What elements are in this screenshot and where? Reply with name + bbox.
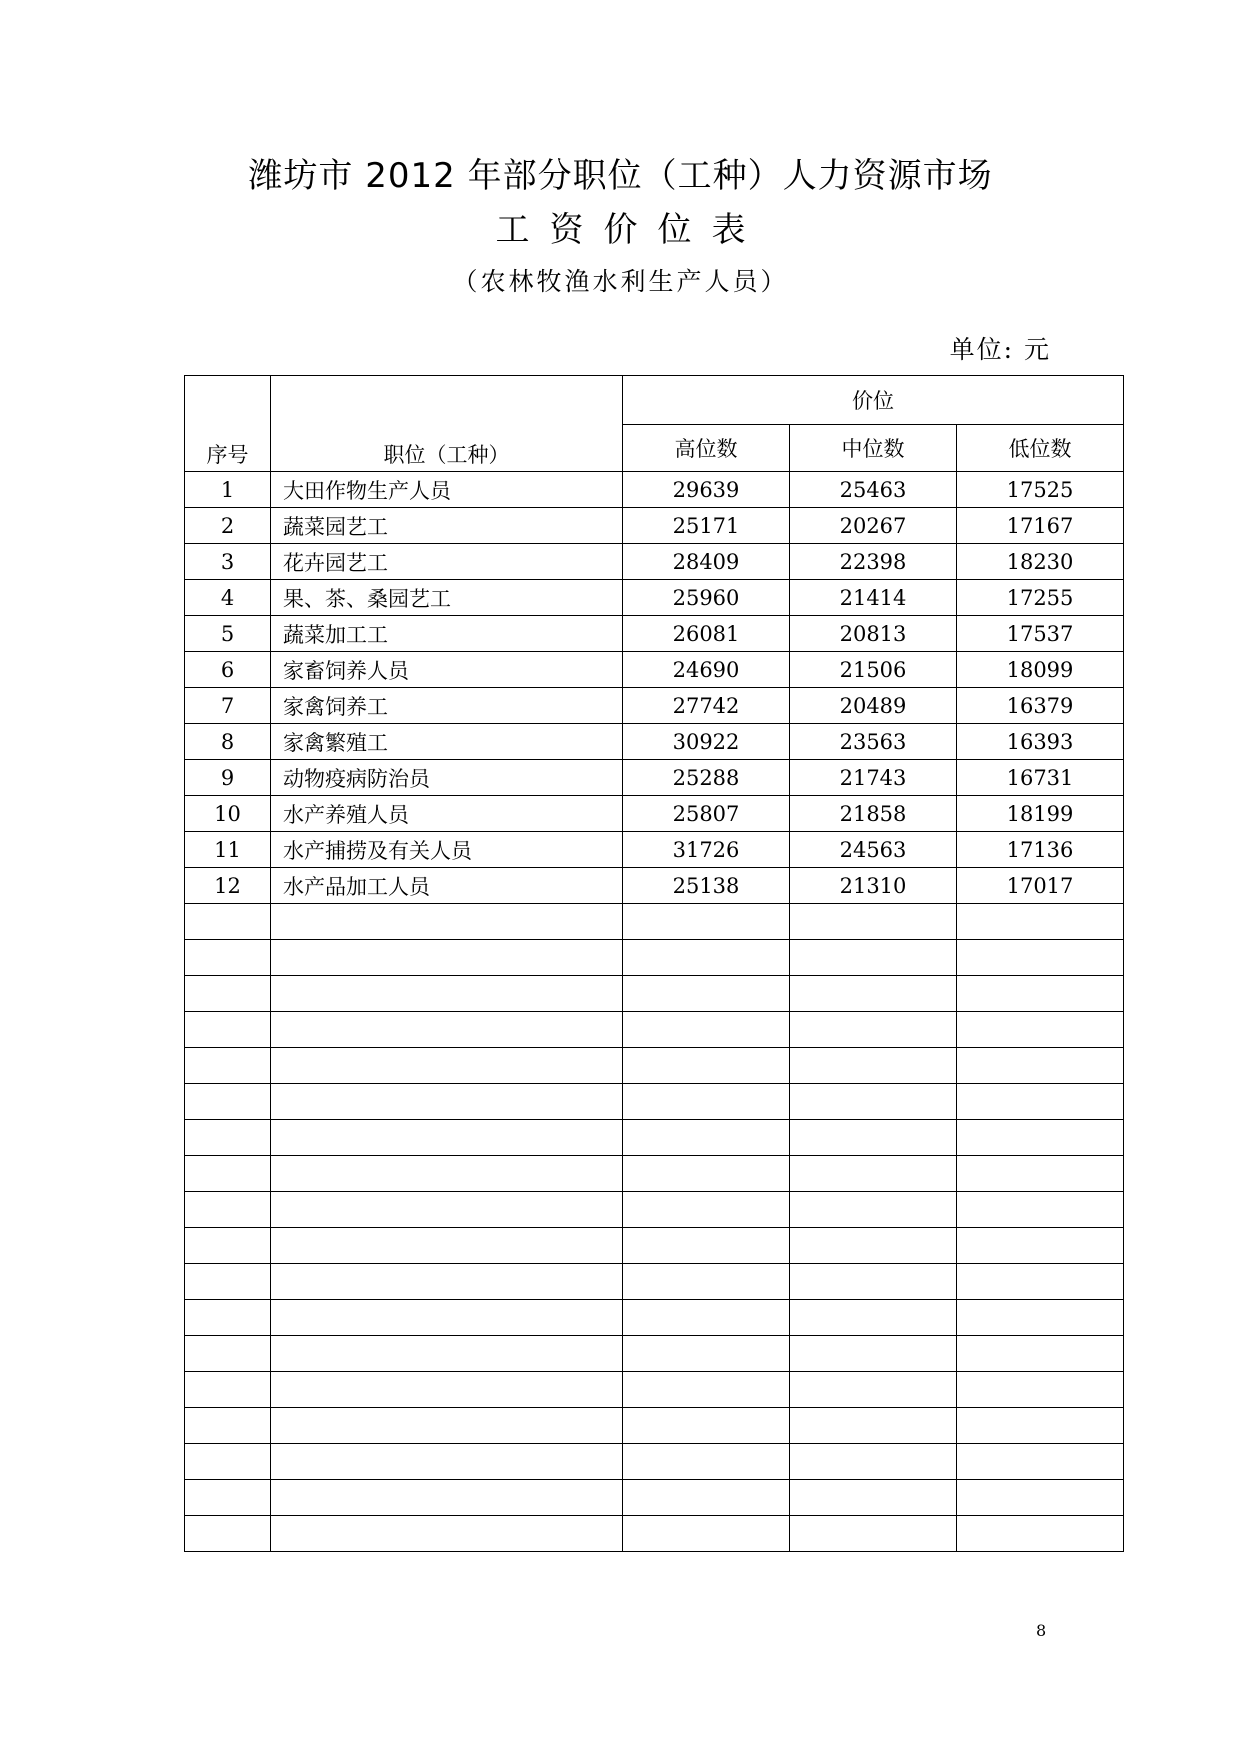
empty-cell (623, 1228, 790, 1264)
cell-high: 25807 (623, 796, 790, 832)
cell-median: 22398 (790, 544, 957, 580)
empty-cell (271, 1300, 623, 1336)
empty-cell (623, 1372, 790, 1408)
table-row-empty (185, 1516, 1124, 1552)
empty-cell (957, 1480, 1124, 1516)
cell-position: 家禽繁殖工 (271, 724, 623, 760)
table-row-empty (185, 1120, 1124, 1156)
table-row (185, 472, 1124, 508)
empty-cell (957, 1264, 1124, 1300)
table-row-empty (185, 1156, 1124, 1192)
table-row (185, 652, 1124, 688)
cell-median: 20267 (790, 508, 957, 544)
cell-median: 21310 (790, 868, 957, 904)
empty-cell (271, 1012, 623, 1048)
cell-position: 家畜饲养人员 (271, 652, 623, 688)
empty-cell (790, 940, 957, 976)
empty-cell (790, 976, 957, 1012)
header-median: 中位数 (790, 425, 957, 472)
document-title-line1: 潍坊市 2012 年部分职位（工种）人力资源市场 (248, 156, 993, 196)
empty-cell (623, 1264, 790, 1300)
table-row-empty (185, 1228, 1124, 1264)
cell-high: 29639 (623, 472, 790, 508)
empty-cell (271, 1192, 623, 1228)
table-row-empty (185, 1444, 1124, 1480)
empty-cell (185, 1228, 271, 1264)
empty-cell (957, 976, 1124, 1012)
empty-cell (271, 1408, 623, 1444)
cell-median: 21743 (790, 760, 957, 796)
empty-cell (271, 976, 623, 1012)
empty-cell (185, 1012, 271, 1048)
empty-cell (623, 1480, 790, 1516)
cell-high: 27742 (623, 688, 790, 724)
empty-cell (623, 1048, 790, 1084)
cell-high: 30922 (623, 724, 790, 760)
table-row-empty (185, 1336, 1124, 1372)
table-row (185, 544, 1124, 580)
cell-seq: 7 (185, 688, 271, 724)
cell-seq: 8 (185, 724, 271, 760)
empty-cell (623, 1408, 790, 1444)
empty-cell (790, 1336, 957, 1372)
table-row-empty (185, 1012, 1124, 1048)
table-row-empty (185, 1480, 1124, 1516)
cell-low: 18099 (957, 652, 1124, 688)
header-low: 低位数 (957, 425, 1124, 472)
empty-cell (790, 1156, 957, 1192)
cell-low: 18230 (957, 544, 1124, 580)
empty-cell (957, 940, 1124, 976)
cell-median: 21858 (790, 796, 957, 832)
cell-position: 果、茶、桑园艺工 (271, 580, 623, 616)
empty-cell (185, 1408, 271, 1444)
cell-seq: 10 (185, 796, 271, 832)
table-row (185, 616, 1124, 652)
empty-cell (271, 1444, 623, 1480)
empty-cell (623, 904, 790, 940)
table-row (185, 760, 1124, 796)
document-title-line2: 工资价位表 (495, 210, 766, 250)
wage-table (184, 375, 1124, 1552)
empty-cell (790, 1264, 957, 1300)
cell-median: 24563 (790, 832, 957, 868)
empty-cell (957, 1084, 1124, 1120)
empty-cell (185, 1480, 271, 1516)
cell-low: 17167 (957, 508, 1124, 544)
empty-cell (957, 1408, 1124, 1444)
cell-median: 23563 (790, 724, 957, 760)
empty-cell (790, 1048, 957, 1084)
empty-cell (271, 1372, 623, 1408)
empty-cell (271, 1516, 623, 1552)
cell-low: 16379 (957, 688, 1124, 724)
empty-cell (957, 1156, 1124, 1192)
empty-cell (790, 1084, 957, 1120)
cell-seq: 9 (185, 760, 271, 796)
cell-high: 25171 (623, 508, 790, 544)
empty-cell (957, 1012, 1124, 1048)
empty-cell (271, 1120, 623, 1156)
empty-cell (623, 1444, 790, 1480)
empty-cell (271, 1228, 623, 1264)
empty-cell (185, 1120, 271, 1156)
empty-cell (271, 904, 623, 940)
empty-cell (623, 1336, 790, 1372)
empty-cell (623, 1516, 790, 1552)
empty-cell (185, 940, 271, 976)
cell-position: 蔬菜加工工 (271, 616, 623, 652)
table-row (185, 796, 1124, 832)
empty-cell (271, 1156, 623, 1192)
empty-cell (271, 1048, 623, 1084)
cell-high: 31726 (623, 832, 790, 868)
table-row (185, 832, 1124, 868)
empty-cell (957, 1048, 1124, 1084)
cell-low: 16393 (957, 724, 1124, 760)
empty-cell (957, 1516, 1124, 1552)
empty-cell (623, 1012, 790, 1048)
cell-seq: 12 (185, 868, 271, 904)
empty-cell (185, 1048, 271, 1084)
table-row-empty (185, 976, 1124, 1012)
empty-cell (623, 1120, 790, 1156)
table-row-empty (185, 940, 1124, 976)
empty-cell (623, 1084, 790, 1120)
cell-low: 17255 (957, 580, 1124, 616)
table-row-empty (185, 1048, 1124, 1084)
empty-cell (623, 1300, 790, 1336)
cell-low: 17136 (957, 832, 1124, 868)
table-row-empty (185, 1372, 1124, 1408)
table-row (185, 724, 1124, 760)
empty-cell (623, 1156, 790, 1192)
empty-cell (185, 1084, 271, 1120)
empty-cell (790, 1228, 957, 1264)
cell-median: 21506 (790, 652, 957, 688)
empty-cell (790, 904, 957, 940)
empty-cell (185, 1156, 271, 1192)
table-row (185, 868, 1124, 904)
empty-cell (957, 1444, 1124, 1480)
empty-cell (185, 1300, 271, 1336)
empty-cell (185, 904, 271, 940)
empty-cell (957, 904, 1124, 940)
table-row-empty (185, 1408, 1124, 1444)
empty-cell (790, 1012, 957, 1048)
empty-cell (790, 1516, 957, 1552)
empty-cell (185, 1444, 271, 1480)
cell-position: 花卉园艺工 (271, 544, 623, 580)
cell-high: 28409 (623, 544, 790, 580)
cell-position: 水产养殖人员 (271, 796, 623, 832)
header-position: 职位（工种） (271, 376, 623, 472)
unit-label: 单位: 元 (949, 335, 1051, 364)
empty-cell (271, 1084, 623, 1120)
empty-cell (957, 1192, 1124, 1228)
table-row (185, 508, 1124, 544)
table-header (185, 376, 1124, 472)
empty-cell (957, 1372, 1124, 1408)
empty-cell (790, 1480, 957, 1516)
empty-cell (790, 1444, 957, 1480)
cell-seq: 11 (185, 832, 271, 868)
cell-low: 18199 (957, 796, 1124, 832)
cell-high: 24690 (623, 652, 790, 688)
empty-cell (790, 1300, 957, 1336)
empty-cell (185, 1516, 271, 1552)
cell-position: 水产捕捞及有关人员 (271, 832, 623, 868)
empty-cell (790, 1372, 957, 1408)
cell-low: 17537 (957, 616, 1124, 652)
cell-median: 20813 (790, 616, 957, 652)
table-row-empty (185, 1192, 1124, 1228)
cell-low: 17525 (957, 472, 1124, 508)
cell-high: 26081 (623, 616, 790, 652)
cell-low: 17017 (957, 868, 1124, 904)
empty-cell (957, 1228, 1124, 1264)
cell-seq: 2 (185, 508, 271, 544)
table-row-empty (185, 1264, 1124, 1300)
empty-cell (623, 940, 790, 976)
empty-cell (185, 1372, 271, 1408)
empty-cell (271, 1336, 623, 1372)
empty-cell (271, 940, 623, 976)
header-high: 高位数 (623, 425, 790, 472)
table-row-empty (185, 904, 1124, 940)
cell-seq: 5 (185, 616, 271, 652)
cell-seq: 1 (185, 472, 271, 508)
empty-cell (957, 1300, 1124, 1336)
cell-high: 25138 (623, 868, 790, 904)
empty-cell (185, 1336, 271, 1372)
empty-cell (790, 1192, 957, 1228)
document-subtitle: （农林牧渔水利生产人员） (452, 267, 789, 296)
cell-seq: 3 (185, 544, 271, 580)
header-price-group: 价位 (623, 376, 1124, 425)
table-row (185, 580, 1124, 616)
empty-cell (957, 1336, 1124, 1372)
cell-position: 蔬菜园艺工 (271, 508, 623, 544)
empty-cell (790, 1408, 957, 1444)
empty-cell (957, 1120, 1124, 1156)
empty-cell (271, 1264, 623, 1300)
empty-cell (623, 1192, 790, 1228)
table-row-empty (185, 1084, 1124, 1120)
cell-median: 25463 (790, 472, 957, 508)
cell-position: 动物疫病防治员 (271, 760, 623, 796)
empty-cell (623, 976, 790, 1012)
table-row (185, 688, 1124, 724)
cell-high: 25960 (623, 580, 790, 616)
page-number: 8 (1036, 1621, 1047, 1640)
cell-seq: 4 (185, 580, 271, 616)
cell-position: 家禽饲养工 (271, 688, 623, 724)
cell-low: 16731 (957, 760, 1124, 796)
table-row-empty (185, 1300, 1124, 1336)
cell-position: 大田作物生产人员 (271, 472, 623, 508)
empty-cell (185, 1264, 271, 1300)
header-seq: 序号 (185, 376, 271, 472)
table-body (185, 472, 1124, 1552)
empty-cell (185, 976, 271, 1012)
empty-cell (271, 1480, 623, 1516)
cell-median: 21414 (790, 580, 957, 616)
cell-position: 水产品加工人员 (271, 868, 623, 904)
empty-cell (790, 1120, 957, 1156)
empty-cell (185, 1192, 271, 1228)
cell-seq: 6 (185, 652, 271, 688)
cell-median: 20489 (790, 688, 957, 724)
cell-high: 25288 (623, 760, 790, 796)
